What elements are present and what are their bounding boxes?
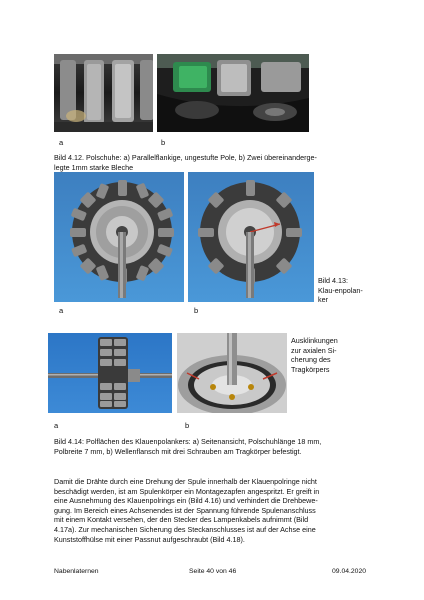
- fig-4-12-caption: Bild 4.12. Polschuhe: a) Parallelflankige, ungestufte Pole, b) Zwei übereinanderge- legte 1mm starke Bleche: [54, 153, 317, 172]
- footer-left: Nabenlaternen: [54, 568, 99, 575]
- fig-4-14b-label: b: [185, 421, 190, 430]
- fig-4-12b-label: b: [161, 138, 166, 147]
- fig-4-14-annotation: Ausklinkungen zur axialen Si- cherung des Tragkörpers: [291, 336, 338, 374]
- fig-4-13-caption: Bild 4.13: Klau-enpolan- ker: [318, 276, 363, 305]
- fig-4-14-caption: Bild 4.14: Polflächen des Klauenpolankers: a) Seitenansicht, Polschuhlänge 18 mm, Polbreite 7 mm, b) Wellenflansch mit drei Schrauben am Tragkörper befestigt.: [54, 437, 322, 456]
- fig-4-13b-label: b: [194, 306, 199, 315]
- fig-4-14a-label: a: [54, 421, 59, 430]
- footer-right: 09.04.2020: [332, 568, 367, 575]
- fig-4-14a-photo: [48, 333, 172, 413]
- fig-4-13b-photo: [188, 172, 314, 302]
- footer-center: Seite 40 von 46: [189, 568, 237, 575]
- fig-4-12a-label: a: [59, 138, 64, 147]
- fig-4-14b-photo: [177, 333, 287, 413]
- fig-4-13a-label: a: [59, 306, 64, 315]
- fig-4-12a-photo: [54, 54, 153, 132]
- fig-4-13a-photo: [54, 172, 184, 302]
- body-paragraph: Damit die Drähte durch eine Drehung der Spule innerhalb der Klauenpolringe nicht beschädigt werden, ist am Spulenkörper ein Montagezapfen angespritzt. Er greift in eine Ausnehmung des Klauenpolrings ein (Bild 4.16) und verhindert die Drehbewe- gung. Im Bereich eines Achsenendes ist der Spannung führende Spulenanschluss mit einem Kontakt versehen, der den Stecker des Lampenkabels aufnimmt (Bild 4.17a). Zur mechanischen Sicherung des Steckanschlusses ist auf der Achse eine Kunststoffhülse mit einer Passnut aufgeschraubt (Bild 4.18).: [54, 477, 320, 544]
- fig-4-12b-photo: [157, 54, 309, 132]
